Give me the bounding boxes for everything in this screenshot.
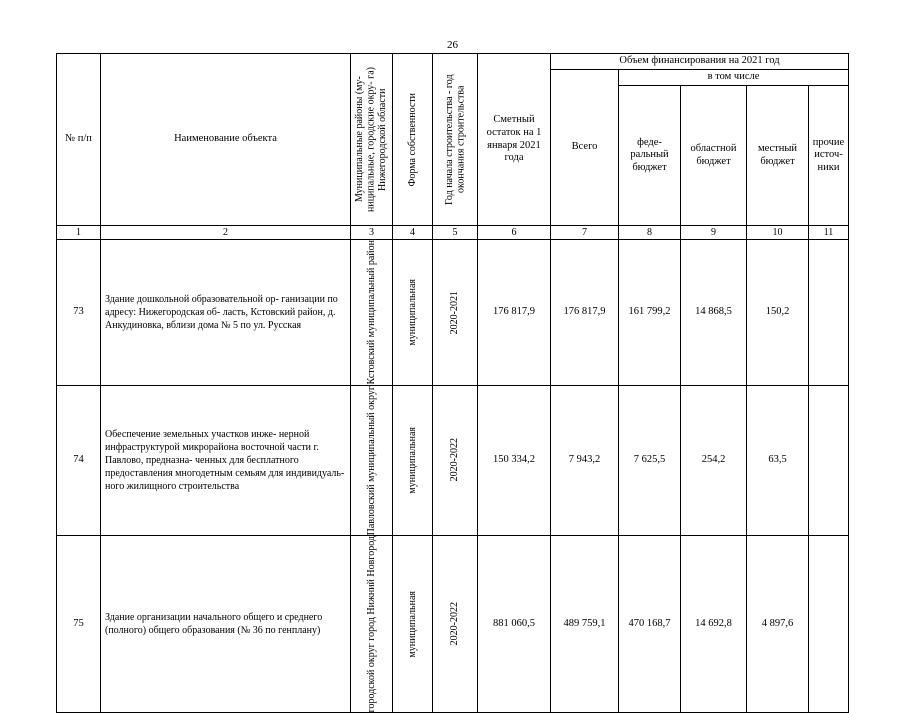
col-number: 7 xyxy=(551,226,619,240)
row-municipality: городской округ город Нижний Новгород xyxy=(365,535,377,713)
row-other xyxy=(809,535,849,712)
row-remaining: 150 334,2 xyxy=(478,385,551,535)
row-remaining: 881 060,5 xyxy=(478,535,551,712)
header-federal: феде- ральный бюджет xyxy=(619,86,681,226)
row-name: Здание дошкольной образовательной ор- ганизации по адресу: Нижегородская об- ласть, Кстовский район, д. Анкудиновка, вблизи дома № 5 по ул. Русская xyxy=(101,240,351,386)
row-regional: 14 868,5 xyxy=(681,240,747,386)
row-other xyxy=(809,240,849,386)
header-ownership: Форма собственности xyxy=(406,92,418,187)
header-municipality: Муниципальные районы (му- ниципальные, городские окру- га) Нижегородской области xyxy=(354,67,389,213)
row-num: 75 xyxy=(57,535,101,712)
col-number: 2 xyxy=(101,226,351,240)
table-row xyxy=(57,385,849,535)
row-municipality: Кстовский муниципальный район xyxy=(365,240,377,385)
col-number: 9 xyxy=(681,226,747,240)
col-number: 5 xyxy=(433,226,478,240)
row-regional: 254,2 xyxy=(681,385,747,535)
row-years: 2020-2022 xyxy=(449,602,461,646)
col-number: 4 xyxy=(393,226,433,240)
header-num: № п/п xyxy=(57,54,101,226)
row-local: 150,2 xyxy=(747,240,809,386)
row-local: 4 897,6 xyxy=(747,535,809,712)
row-federal: 470 168,7 xyxy=(619,535,681,712)
row-total: 176 817,9 xyxy=(551,240,619,386)
row-federal: 161 799,2 xyxy=(619,240,681,386)
header-local: местный бюджет xyxy=(747,86,809,226)
row-regional: 14 692,8 xyxy=(681,535,747,712)
row-municipality: Павловский муниципальный округ xyxy=(365,385,377,535)
row-num: 74 xyxy=(57,385,101,535)
col-number: 3 xyxy=(351,226,393,240)
col-number: 1 xyxy=(57,226,101,240)
row-ownership: муниципальная xyxy=(406,278,418,346)
row-ownership: муниципальная xyxy=(406,590,418,658)
header-total: Всего xyxy=(551,70,619,226)
header-including: в том числе xyxy=(619,70,849,86)
header-years: Год начала строительства - год окончания строительства xyxy=(443,74,466,205)
col-number: 11 xyxy=(809,226,849,240)
header-remaining: Сметный остаток на 1 января 2021 года xyxy=(478,54,551,226)
col-number: 8 xyxy=(619,226,681,240)
header-funding: Объем финансирования на 2021 год xyxy=(551,54,849,70)
header-name: Наименование объекта xyxy=(101,54,351,226)
row-local: 63,5 xyxy=(747,385,809,535)
header-regional: областной бюджет xyxy=(681,86,747,226)
row-years: 2020-2021 xyxy=(449,290,461,334)
row-total: 7 943,2 xyxy=(551,385,619,535)
row-federal: 7 625,5 xyxy=(619,385,681,535)
table-row xyxy=(57,240,849,386)
row-total: 489 759,1 xyxy=(551,535,619,712)
row-years: 2020-2022 xyxy=(449,438,461,482)
row-num: 73 xyxy=(57,240,101,386)
row-name: Здание организации начального общего и среднего (полного) общего образования (№ 36 по генплану) xyxy=(101,535,351,712)
row-remaining: 176 817,9 xyxy=(478,240,551,386)
page-number: 26 xyxy=(447,39,458,51)
table-row xyxy=(57,535,849,712)
row-ownership: муниципальная xyxy=(406,426,418,494)
col-number: 6 xyxy=(478,226,551,240)
row-other xyxy=(809,385,849,535)
header-other: прочие источ- ники xyxy=(809,86,849,226)
funding-table xyxy=(56,53,849,713)
row-name: Обеспечение земельных участков инже- нерной инфраструктурой микрорайона восточной части г. Павлово, предназна- ченных для бесплатного предоставления многодетным семьям для индивидуаль- ного жилищного строительства xyxy=(101,385,351,535)
col-number: 10 xyxy=(747,226,809,240)
